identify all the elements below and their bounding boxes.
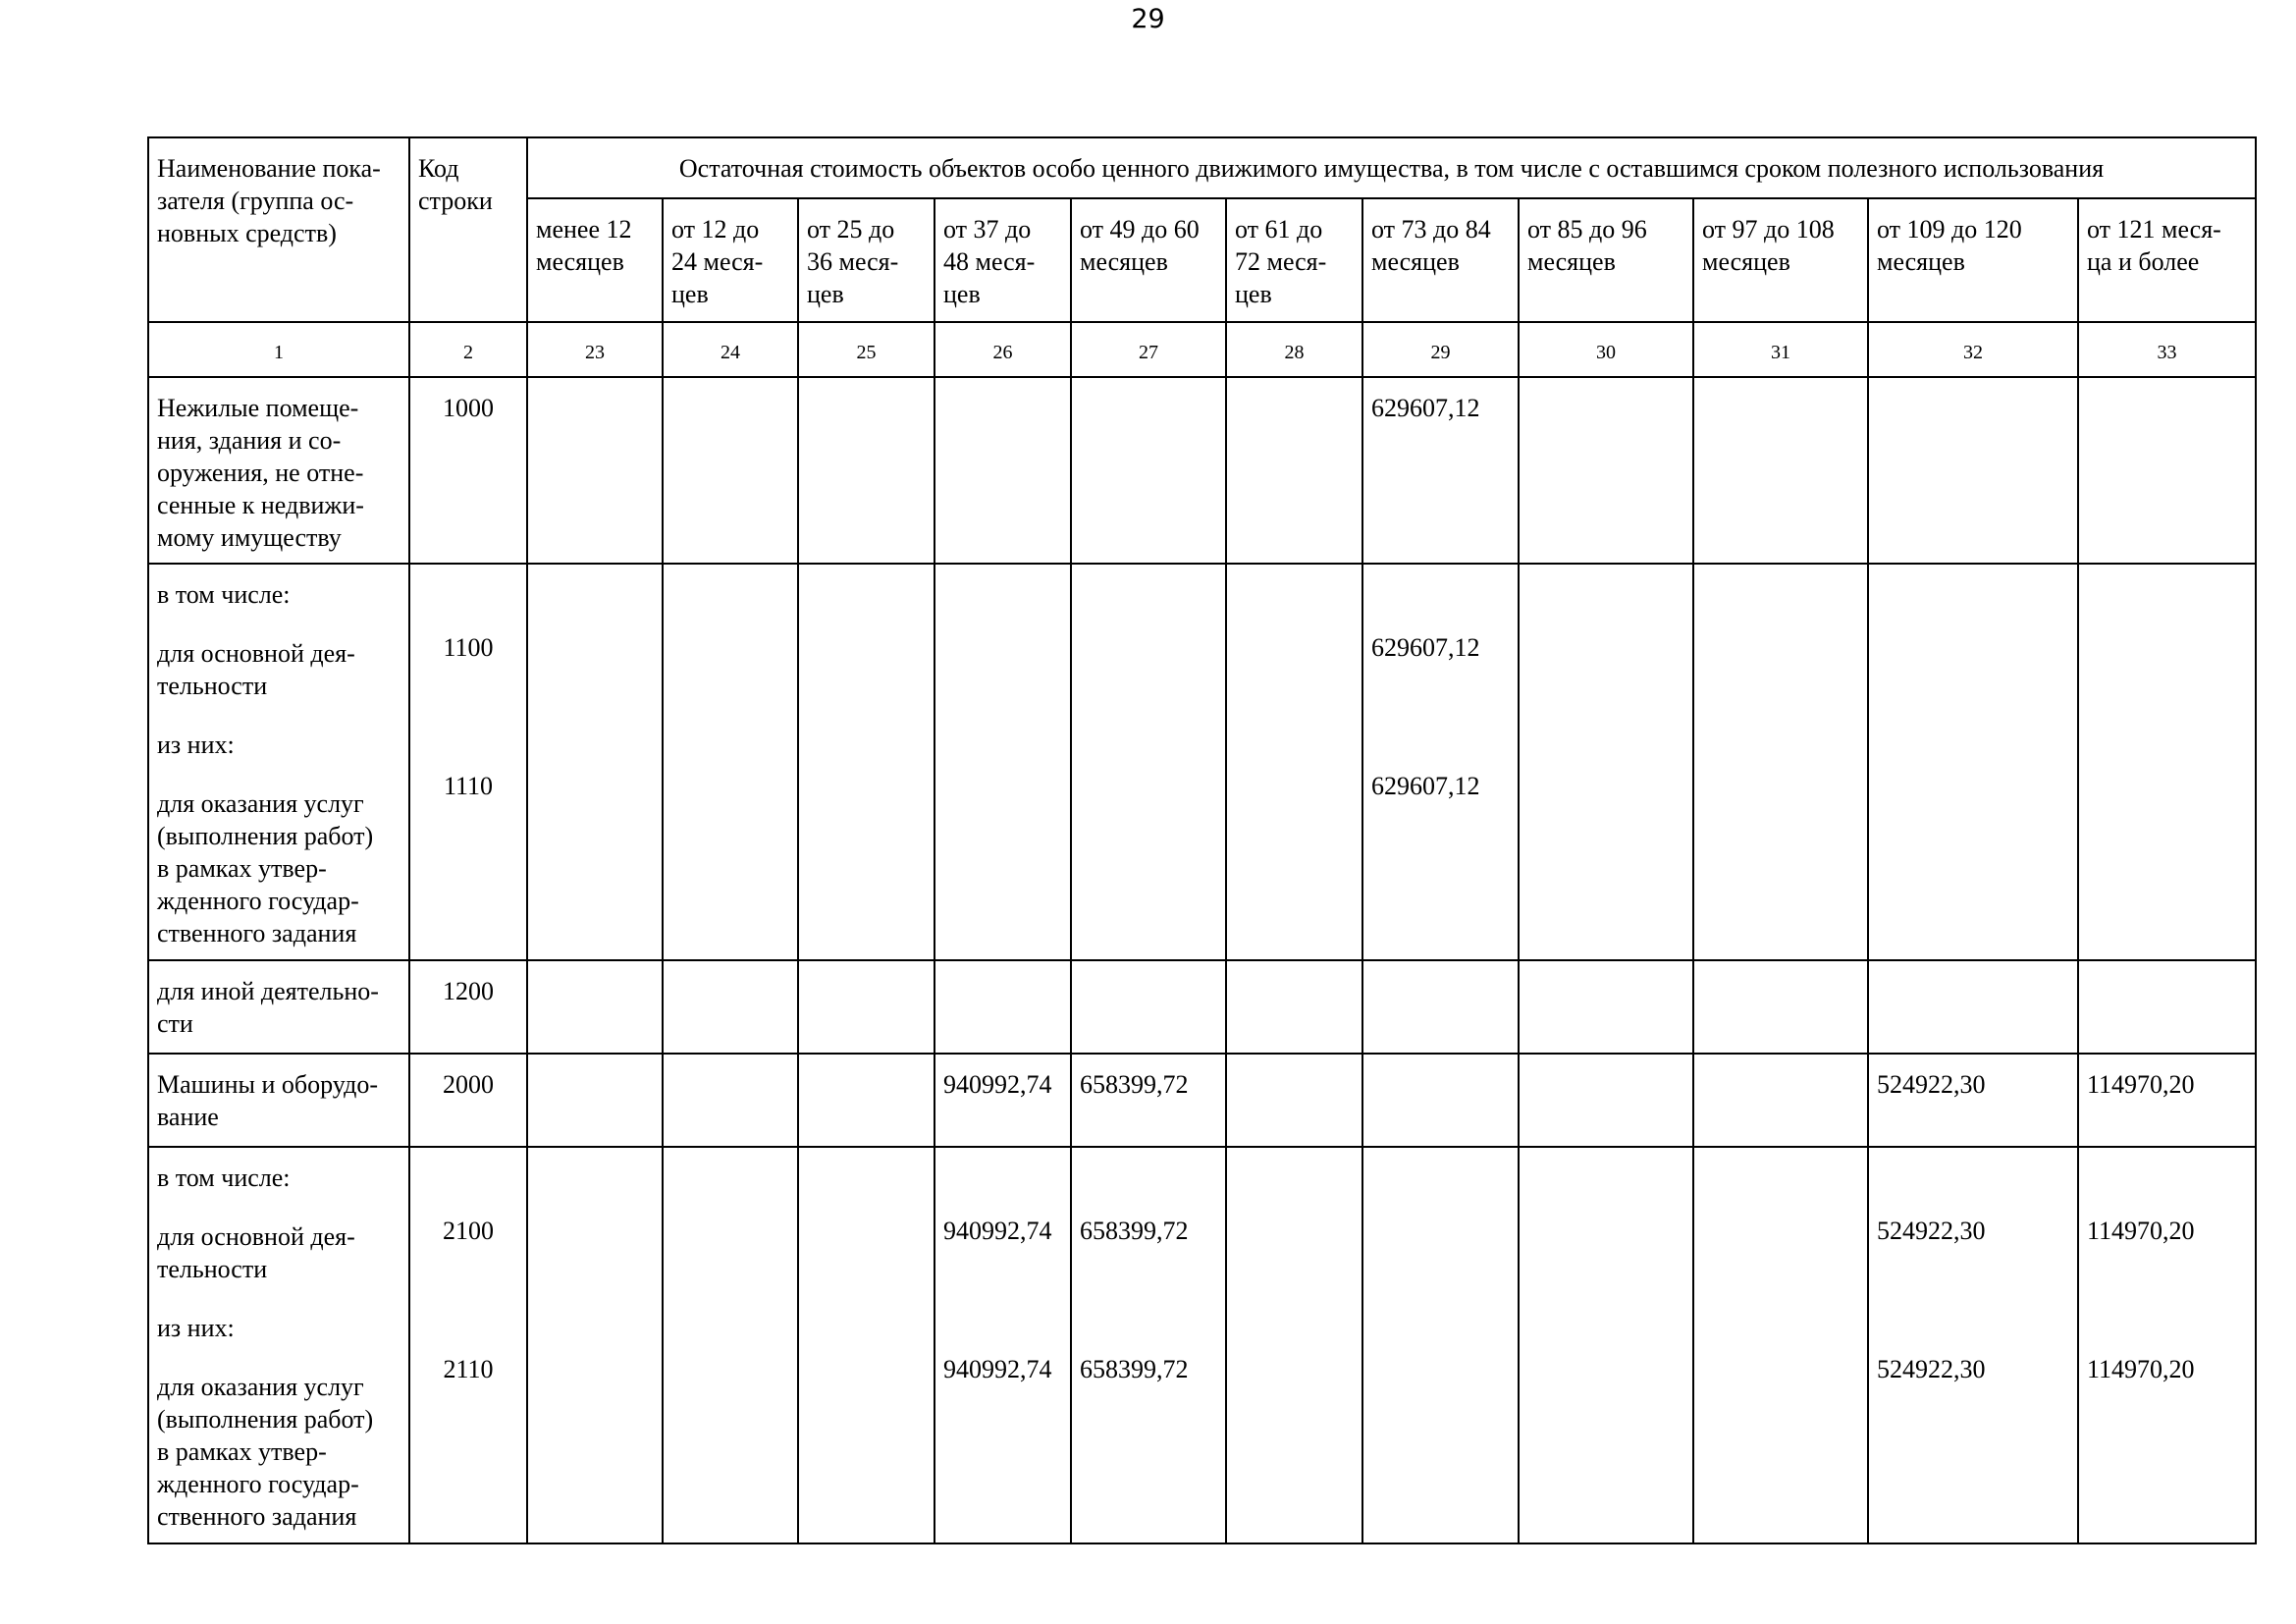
header-period: от 25 до 36 меся- цев bbox=[798, 198, 934, 322]
value-cell: 940992,74 940992,74 bbox=[934, 1147, 1071, 1543]
value-cell: 114970,20 114970,20 bbox=[2078, 1147, 2256, 1543]
column-number: 32 bbox=[1868, 322, 2078, 377]
header-period: от 121 меся- ца и более bbox=[2078, 198, 2256, 322]
header-row-code: Код строки bbox=[409, 137, 527, 322]
column-number: 23 bbox=[527, 322, 663, 377]
row-code: 2100 2110 bbox=[409, 1147, 527, 1543]
column-number: 24 bbox=[663, 322, 798, 377]
column-number: 30 bbox=[1519, 322, 1693, 377]
header-indicator-name: Наименование пока- зателя (группа ос- новных средств) bbox=[148, 137, 409, 322]
header-period: от 37 до 48 меся- цев bbox=[934, 198, 1071, 322]
value-cell: 114970,20 bbox=[2078, 1054, 2256, 1147]
residual-value-table bbox=[147, 136, 2257, 1544]
row-name: в том числе: для основной дея- тельности из них: для оказания услуг (выполнения работ) в рамках утвер- жденного государ- ственного задания bbox=[148, 1147, 409, 1543]
page-number: 29 bbox=[1131, 4, 1165, 34]
row-code: 1200 bbox=[409, 960, 527, 1054]
row-name: Машины и оборудо- вание bbox=[148, 1054, 409, 1147]
value-cell: 629607,12 bbox=[1362, 377, 1519, 564]
column-number: 31 bbox=[1693, 322, 1868, 377]
header-period: от 85 до 96 месяцев bbox=[1519, 198, 1693, 322]
table-row bbox=[148, 1054, 2256, 1147]
value-cell: 658399,72 658399,72 bbox=[1071, 1147, 1226, 1543]
row-name: Нежилые помеще- ния, здания и со- оружения, не отне- сенные к недвижи- мому имуществу bbox=[148, 377, 409, 564]
table-row bbox=[148, 564, 2256, 960]
row-name: для иной деятельно- сти bbox=[148, 960, 409, 1054]
column-number: 28 bbox=[1226, 322, 1362, 377]
column-number: 33 bbox=[2078, 322, 2256, 377]
header-period: от 109 до 120 месяцев bbox=[1868, 198, 2078, 322]
value-cell: 658399,72 bbox=[1071, 1054, 1226, 1147]
header-period: менее 12 месяцев bbox=[527, 198, 663, 322]
header-period: от 12 до 24 меся- цев bbox=[663, 198, 798, 322]
column-number: 25 bbox=[798, 322, 934, 377]
value-cell: 524922,30 bbox=[1868, 1054, 2078, 1147]
table-row bbox=[148, 1147, 2256, 1543]
column-number: 1 bbox=[148, 322, 409, 377]
row-code: 2000 bbox=[409, 1054, 527, 1147]
column-number: 26 bbox=[934, 322, 1071, 377]
row-name: в том числе: для основной дея- тельности из них: для оказания услуг (выполнения работ) в рамках утвер- жденного государ- ственного задания bbox=[148, 564, 409, 960]
row-code: 1000 bbox=[409, 377, 527, 564]
table-row bbox=[148, 377, 2256, 564]
value-cell: 524922,30 524922,30 bbox=[1868, 1147, 2078, 1543]
header-residual-value-group: Остаточная стоимость объектов особо ценного движимого имущества, в том числе с оставшимся сроком полезного использования bbox=[527, 137, 2256, 198]
header-period: от 61 до 72 меся- цев bbox=[1226, 198, 1362, 322]
header-period: от 97 до 108 месяцев bbox=[1693, 198, 1868, 322]
column-number: 27 bbox=[1071, 322, 1226, 377]
column-numbers-row bbox=[148, 322, 2256, 377]
value-cell: 940992,74 bbox=[934, 1054, 1071, 1147]
value-cell: 629607,12 629607,12 bbox=[1362, 564, 1519, 960]
column-number: 29 bbox=[1362, 322, 1519, 377]
table-row bbox=[148, 960, 2256, 1054]
header-period: от 49 до 60 месяцев bbox=[1071, 198, 1226, 322]
column-number: 2 bbox=[409, 322, 527, 377]
row-code: 1100 1110 bbox=[409, 564, 527, 960]
header-period: от 73 до 84 месяцев bbox=[1362, 198, 1519, 322]
